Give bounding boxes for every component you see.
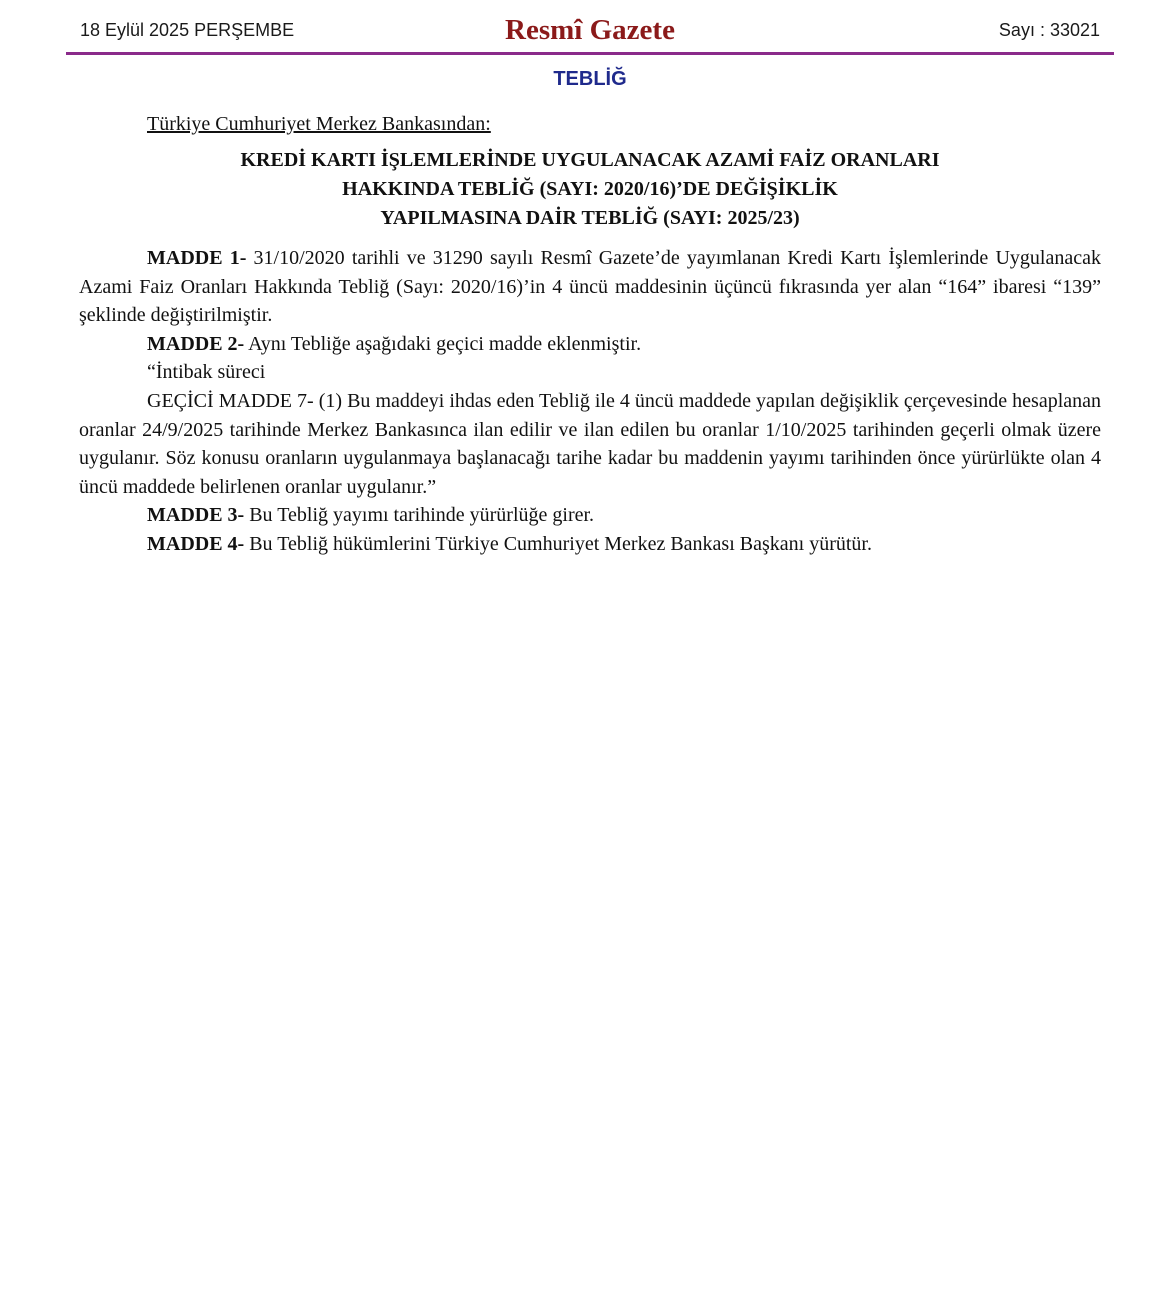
article-text: Aynı Tebliğe aşağıdaki geçici madde eklenmiştir. — [244, 332, 642, 355]
transition-heading: “İntibak süreci — [147, 361, 266, 384]
article-label: MADDE 4- — [147, 532, 245, 555]
article-label: MADDE 1- — [147, 247, 247, 269]
document-body — [79, 244, 1101, 559]
issuing-institution: Türkiye Cumhuriyet Merkez Bankasından: — [147, 113, 491, 135]
document-title — [79, 146, 1101, 233]
article-1 — [79, 244, 1101, 330]
section-label: TEBLİĞ — [553, 68, 627, 90]
gazette-title: Resmî Gazete — [505, 14, 675, 46]
article-label: MADDE 2- — [147, 332, 245, 355]
article-3 — [79, 501, 1101, 530]
document-title-line: HAKKINDA TEBLİĞ (SAYI: 2020/16)’DE DEĞİŞİKLİK — [342, 178, 838, 200]
gazette-header — [66, 0, 1114, 55]
article-label: MADDE 3- — [147, 504, 245, 527]
article-text: Bu Tebliğ yayımı tarihinde yürürlüğe girer. — [244, 504, 595, 527]
article-4 — [79, 530, 1101, 559]
article-2 — [79, 330, 1101, 359]
provisional-article-7: GEÇİCİ MADDE 7- (1) Bu maddeyi ihdas eden Tebliğ ile 4 üncü maddede yapılan değişiklik çerçevesinde hesaplanan oranlar 24/9/2025 tarihinde Merkez Bankasınca ilan edilir ve ilan edilen bu oranlar 1/10/2025 tarihinden geçerli olmak üzere uygulanır. Söz konusu oranların uygulanmaya başlanacağı tarihe kadar bu maddenin yayımı tarihinden önce yürürlükte olan 4 üncü maddede belirlenen oranlar uygulanır.” — [79, 389, 1101, 498]
document-title-line: YAPILMASINA DAİR TEBLİĞ (SAYI: 2025/23) — [380, 207, 800, 229]
header-date: 18 Eylül 2025 PERŞEMBE — [80, 20, 295, 40]
article-text: Bu Tebliğ hükümlerini Türkiye Cumhuriyet Merkez Bankası Başkanı yürütür. — [244, 532, 872, 555]
document-title-line: KREDİ KARTI İŞLEMLERİNDE UYGULANACAK AZAMİ FAİZ ORANLARI — [240, 149, 940, 171]
issue-number: Sayı : 33021 — [998, 20, 1100, 40]
article-text: 31/10/2020 tarihli ve 31290 sayılı Resmî Gazete’de yayımlanan Kredi Kartı İşlemlerinde Uygulanacak Azami Faiz Oranları Hakkında Tebliğ (Sayı: 2020/16)’in 4 üncü maddesinin üçüncü fıkrasında yer alan “164” ibaresi “139” şeklinde değiştirilmiştir. — [79, 247, 1101, 327]
